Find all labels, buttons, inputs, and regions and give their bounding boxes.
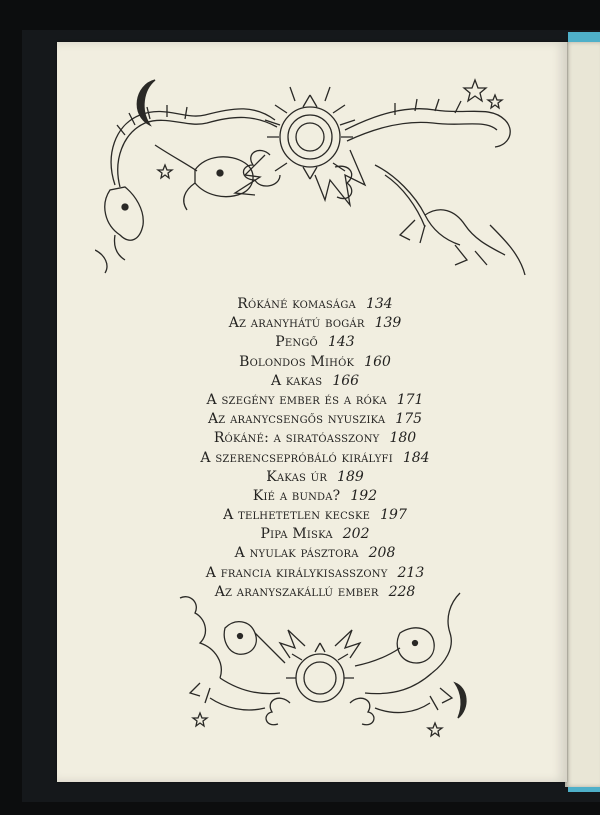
toc-entry-page: 134 (365, 296, 393, 312)
toc-entry-page: 171 (396, 391, 424, 408)
toc-entry-title: Pipa Miska (260, 526, 333, 543)
toc-entry-page: 197 (380, 507, 407, 524)
toc-entry-page: 202 (342, 526, 370, 543)
toc-entry-title: A nyulak pásztora (234, 545, 359, 562)
toc-entry-title: Kié a bunda? (252, 487, 341, 504)
toc-entry-title: Rókáné komasága (237, 296, 356, 312)
toc-entry-page: 175 (395, 411, 423, 428)
toc-entry-page: 139 (374, 315, 402, 332)
dragon-sun-illustration-bottom (170, 588, 470, 738)
toc-entry-title: A francia királykisasszony (205, 564, 388, 581)
toc-entry-page: 189 (337, 468, 364, 485)
toc-entry (100, 353, 530, 372)
toc-entry-title: A telhetetlen kecske (223, 507, 371, 524)
toc-entry (100, 410, 530, 429)
toc-entry-page: 184 (402, 449, 430, 466)
next-page-edge (565, 42, 600, 787)
toc-entry-page: 192 (350, 487, 378, 504)
toc-entry-title: Bolondos Mihók (239, 353, 355, 370)
toc-entry-title: Rókáné: a siratóasszony (213, 430, 380, 447)
toc-entry (100, 525, 530, 544)
toc-entry (100, 429, 530, 448)
toc-entry-page: 166 (332, 372, 360, 389)
toc-entry (100, 468, 530, 487)
toc-entry-page: 160 (364, 353, 391, 370)
dragon-sun-illustration-top (95, 75, 535, 280)
toc-entry (100, 314, 530, 333)
toc-entry-page: 208 (368, 545, 396, 562)
toc-entry-title: Pengő (275, 334, 318, 351)
toc-entry-page: 213 (397, 564, 425, 581)
toc-entry-title: Az aranyhátú bogár (228, 315, 365, 332)
toc-entry (100, 487, 530, 506)
table-of-contents (100, 295, 530, 602)
toc-entry-title: A szerencsepróbáló királyfi (200, 449, 393, 466)
toc-entry (100, 544, 530, 563)
toc-entry (100, 506, 530, 525)
toc-entry-title: Az aranyszakállú ember (214, 583, 379, 600)
toc-entry (100, 295, 530, 314)
toc-entry (100, 449, 530, 468)
toc-entry-title: Az aranycsengős nyuszika (207, 411, 386, 428)
toc-entry-title: Kakas úr (266, 468, 328, 485)
toc-entry-page: 143 (327, 334, 355, 351)
toc-entry (100, 333, 530, 352)
toc-entry-title: A kakas (270, 372, 323, 389)
toc-entry-title: A szegény ember és a róka (206, 391, 387, 408)
toc-entry-page: 180 (389, 430, 417, 447)
toc-entry (100, 372, 530, 391)
toc-entry (100, 391, 530, 410)
toc-entry (100, 564, 530, 583)
toc-entry-page: 228 (388, 583, 416, 600)
